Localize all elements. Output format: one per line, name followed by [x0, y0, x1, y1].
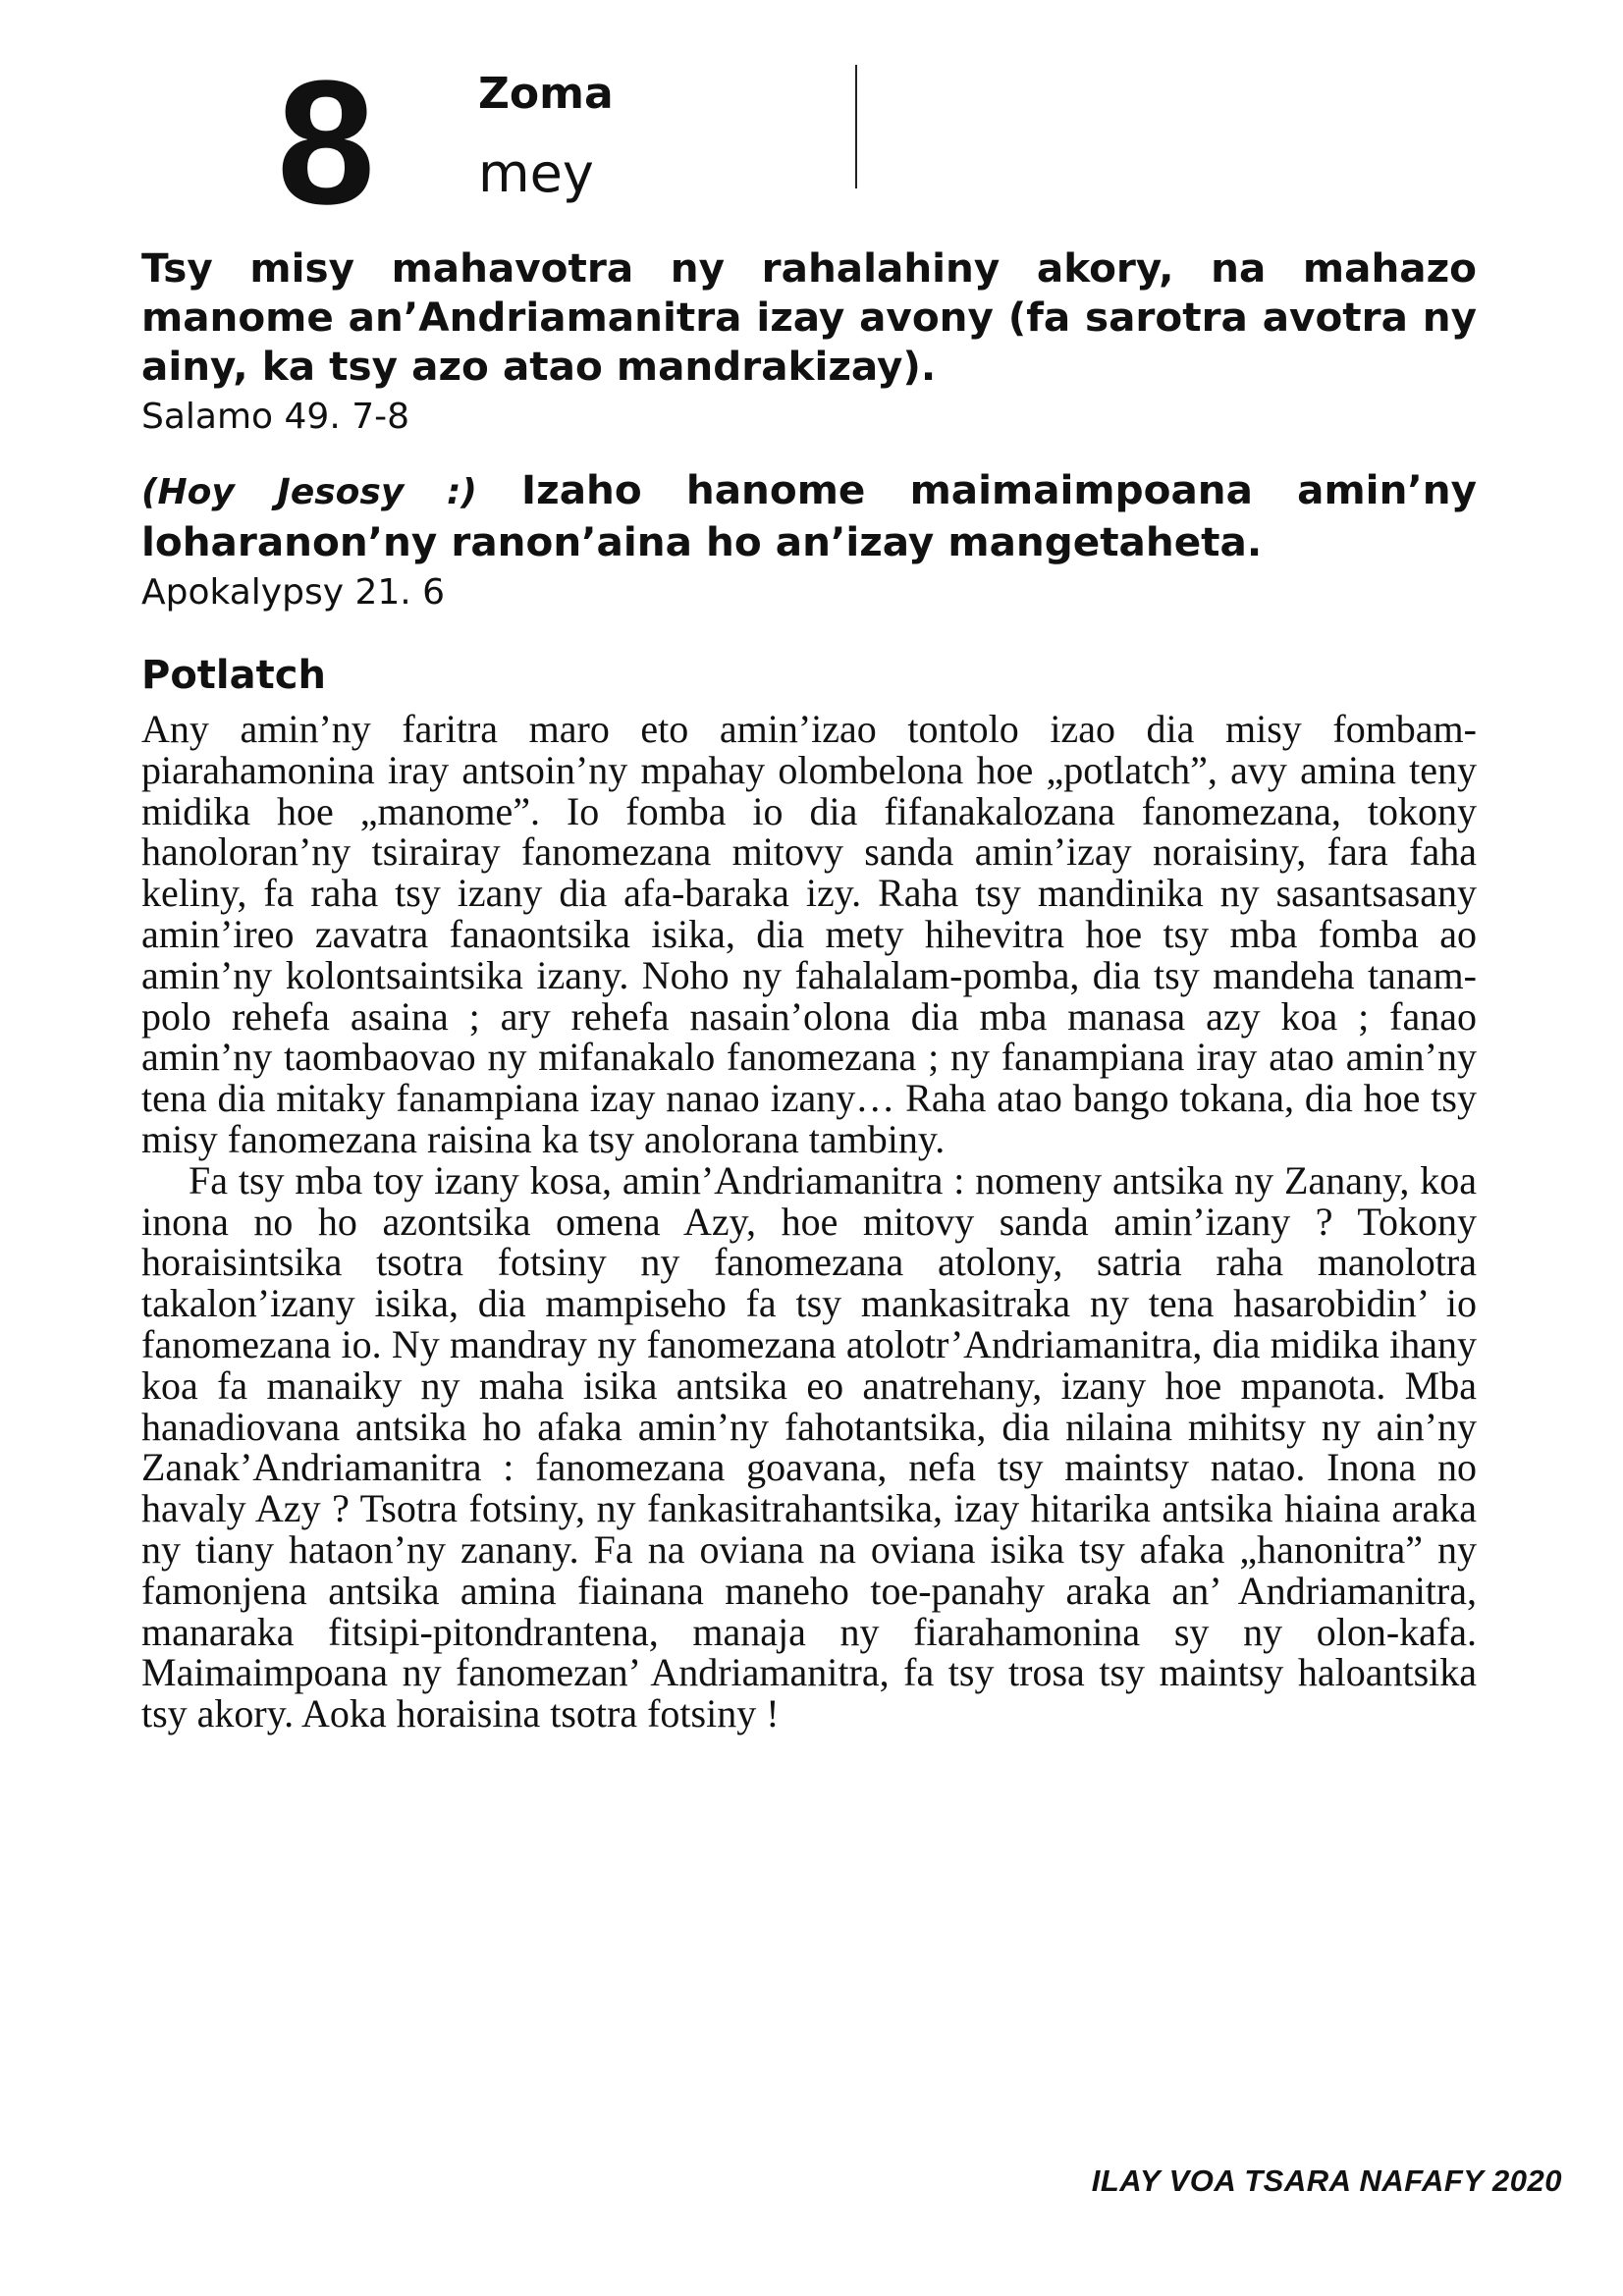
header-divider: [855, 65, 857, 188]
day-number: 8: [277, 44, 374, 241]
month: mey: [478, 142, 594, 204]
verse-2: [141, 465, 1477, 615]
verse-2-reference: Apokalypsy 21. 6: [141, 572, 446, 613]
weekday: Zoma: [478, 69, 614, 119]
article-title: Potlatch: [141, 653, 326, 698]
article-paragraph: Fa tsy mba toy izany kosa, amin’Andriamanitra : nomeny antsika ny Zanany, koa inona no ho azontsika omena Azy, hoe mitovy sanda amin’izany ? Tokony horaisintsika tsotra fotsiny ny fanomezana atolony, satria raha manolotra takalon’izany isika, dia mampiseho fa tsy mankasitraka ny tena hasarobidin’ io fanomezana io. Ny mandray ny fanomezana atolotr’Andriamanitra, dia midika ihany koa fa manaiky ny maha isika antsika eo anatrehany, izany hoe mpanota. Mba hanadiovana antsika ho afaka amin’ny fahotantsika, dia nilaina mihitsy ny ain’ny Zanak’Andriamanitra : fanomezana goavana, nefa tsy maintsy natao. Inona no havaly Azy ? Tsotra fotsiny, ny fankasitrahantsika, izay hitarika antsika hiaina araka ny tiany hataon’ny zanany. Fa na oviana na oviana isika tsy afaka „hanonitra” ny famonjena antsika amina fiainana maneho toe-panahy araka an’ Andriamanitra, manaraka fitsipi-pitondrantena, manaja ny fiarahamonina sy ny olon-kafa. Maimaimpoana ny fanomezan’ Andriamanitra, fa tsy trosa tsy maintsy haloantsika tsy akory. Aoka horaisina tsotra fotsiny !: [141, 1157, 1477, 1736]
footer-publication: ILAY VOA TSARA NAFAFY 2020: [1091, 2163, 1562, 2198]
verse-1: [141, 243, 1477, 440]
article-body: [141, 709, 1477, 1735]
verse-2-body: Izaho hanome maimaimpoana amin’ny loharanon’ny ranon’aina ho an’izay mangetaheta.: [141, 466, 1478, 565]
verse-2-prefix: (Hoy Jesosy :): [141, 472, 477, 512]
verse-2-text: [141, 465, 1477, 566]
verse-1-reference: Salamo 49. 7-8: [141, 397, 410, 437]
article-paragraph: Any amin’ny faritra maro eto amin’izao tontolo izao dia misy fombam-piarahamonina iray antsoin’ny mpahay olombelona hoe „potlatch”, avy amina teny midika hoe „manome”. Io fomba io dia fifanakalozana fanomezana, tokony hanoloran’ny tsirairay fanomezana mitovy sanda amin’izay noraisiny, fara faha keliny, fa raha tsy izany dia afa-baraka izy. Raha tsy mandinika ny sasantsasany amin’ireo zavatra fanaontsika isika, dia mety hihevitra hoe tsy mba fomba ao amin’ny kolontsaintsika izany. Noho ny fahalalam-pomba, dia tsy mandeha tanam-polo rehefa asaina ; ary rehefa nasain’olona dia mba manasa azy koa ; fanao amin’ny taombaovao ny mifanakalo fanomezana ; ny fanampiana iray atao amin’ny tena dia mitaky fanampiana izay nanao izany… Raha atao bango tokana, dia hoe tsy misy fanomezana raisina ka tsy anolorana tambiny.: [141, 707, 1477, 1161]
verse-1-text: Tsy misy mahavotra ny rahalahiny akory, na mahazo manome an’Andriamanitra izay avony (fa sarotra avotra ny ainy, ka tsy azo atao mandrakizay).: [141, 244, 1477, 390]
